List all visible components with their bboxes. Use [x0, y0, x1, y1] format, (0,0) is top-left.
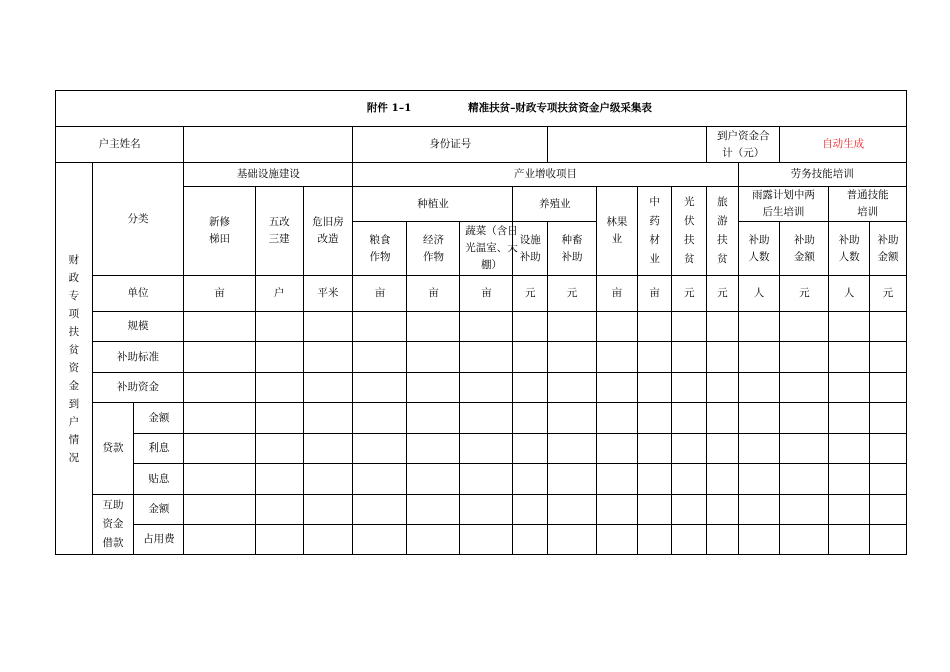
- input-cell[interactable]: [460, 434, 513, 464]
- input-cell[interactable]: [255, 403, 303, 434]
- input-cell[interactable]: [460, 342, 513, 373]
- input-cell[interactable]: [460, 525, 513, 555]
- input-cell[interactable]: [303, 373, 353, 403]
- input-cell[interactable]: [829, 403, 870, 434]
- group-industry: 产业增收项目: [353, 163, 738, 187]
- input-cell[interactable]: [707, 434, 739, 464]
- input-cell[interactable]: [707, 342, 739, 373]
- input-cell[interactable]: [707, 464, 739, 495]
- input-cell[interactable]: [255, 434, 303, 464]
- form-title-text: 精准扶贫–财政专项扶贫资金户级采集表: [468, 102, 652, 114]
- input-cell[interactable]: [460, 495, 513, 525]
- input-cell[interactable]: [672, 373, 707, 403]
- input-cell[interactable]: [672, 403, 707, 434]
- input-cell[interactable]: [303, 464, 353, 495]
- input-cell[interactable]: [184, 403, 255, 434]
- side-label: 财政专项扶贫资金到户情况: [56, 163, 93, 555]
- input-cell[interactable]: [707, 495, 739, 525]
- input-cell[interactable]: [184, 342, 255, 373]
- col-vegetables: 蔬菜（含日光温室、大棚）: [460, 222, 513, 276]
- unit-cell: 元: [707, 276, 739, 312]
- input-cell[interactable]: [407, 403, 460, 434]
- input-cell[interactable]: [407, 525, 460, 555]
- id-number-label: 身份证号: [353, 127, 548, 163]
- input-cell[interactable]: [548, 342, 597, 373]
- unit-cell: 元: [548, 276, 597, 312]
- input-cell[interactable]: [829, 312, 870, 342]
- input-cell[interactable]: [353, 464, 407, 495]
- input-cell[interactable]: [870, 495, 907, 525]
- input-cell[interactable]: [637, 373, 672, 403]
- input-cell[interactable]: [407, 495, 460, 525]
- input-cell[interactable]: [780, 464, 829, 495]
- input-cell[interactable]: [738, 342, 780, 373]
- col-orchard: 林果业: [597, 187, 638, 276]
- input-cell[interactable]: [548, 312, 597, 342]
- input-cell[interactable]: [184, 373, 255, 403]
- row-label-usage-fee: 占用费: [134, 525, 184, 555]
- input-cell[interactable]: [829, 495, 870, 525]
- unit-cell: 人: [829, 276, 870, 312]
- id-number-field[interactable]: [548, 127, 707, 163]
- input-cell[interactable]: [870, 434, 907, 464]
- input-cell[interactable]: [184, 464, 255, 495]
- input-cell[interactable]: [513, 464, 548, 495]
- col-livestock-subsidy: 种畜补助: [548, 222, 597, 276]
- input-cell[interactable]: [829, 434, 870, 464]
- group-labor: 劳务技能培训: [738, 163, 906, 187]
- input-cell[interactable]: [184, 525, 255, 555]
- col-five-three: 五改三建: [255, 187, 303, 276]
- input-cell[interactable]: [738, 495, 780, 525]
- input-cell[interactable]: [597, 342, 638, 373]
- row-group-mutual-fund: 互助资金借款: [92, 495, 134, 555]
- input-cell[interactable]: [353, 373, 407, 403]
- input-cell[interactable]: [184, 312, 255, 342]
- input-cell[interactable]: [738, 312, 780, 342]
- input-cell[interactable]: [637, 464, 672, 495]
- input-cell[interactable]: [513, 312, 548, 342]
- input-cell[interactable]: [829, 373, 870, 403]
- input-cell[interactable]: [829, 525, 870, 555]
- input-cell[interactable]: [780, 525, 829, 555]
- input-cell[interactable]: [255, 495, 303, 525]
- input-cell[interactable]: [780, 312, 829, 342]
- subgroup-general-training: 普通技能培训: [829, 187, 907, 222]
- input-cell[interactable]: [597, 312, 638, 342]
- input-cell[interactable]: [738, 403, 780, 434]
- col-general-amount: 补助金额: [870, 222, 907, 276]
- row-label-scale: 规模: [92, 312, 184, 342]
- input-cell[interactable]: [738, 373, 780, 403]
- householder-name-field[interactable]: [184, 127, 353, 163]
- input-cell[interactable]: [255, 464, 303, 495]
- input-cell[interactable]: [513, 525, 548, 555]
- input-cell[interactable]: [870, 312, 907, 342]
- input-cell[interactable]: [780, 403, 829, 434]
- input-cell[interactable]: [707, 525, 739, 555]
- input-cell[interactable]: [184, 434, 255, 464]
- input-cell[interactable]: [637, 312, 672, 342]
- input-cell[interactable]: [513, 434, 548, 464]
- unit-cell: 平米: [303, 276, 353, 312]
- input-cell[interactable]: [513, 495, 548, 525]
- input-cell[interactable]: [407, 312, 460, 342]
- unit-cell: 亩: [460, 276, 513, 312]
- input-cell[interactable]: [353, 495, 407, 525]
- input-cell[interactable]: [870, 403, 907, 434]
- input-cell[interactable]: [870, 464, 907, 495]
- householder-name-label: 户主姓名: [56, 127, 184, 163]
- unit-cell: 人: [738, 276, 780, 312]
- input-cell[interactable]: [597, 464, 638, 495]
- input-cell[interactable]: [407, 434, 460, 464]
- col-tourism: 旅游扶贫: [707, 187, 739, 276]
- col-grain: 粮食作物: [353, 222, 407, 276]
- input-cell[interactable]: [637, 525, 672, 555]
- input-cell[interactable]: [303, 342, 353, 373]
- input-cell[interactable]: [637, 495, 672, 525]
- input-cell[interactable]: [353, 342, 407, 373]
- input-cell[interactable]: [672, 495, 707, 525]
- unit-cell: 元: [780, 276, 829, 312]
- input-cell[interactable]: [738, 434, 780, 464]
- row-label-interest: 利息: [134, 434, 184, 464]
- total-funds-label: 到户资金合计（元）: [707, 127, 780, 163]
- collection-form-table: [55, 90, 907, 555]
- input-cell[interactable]: [303, 434, 353, 464]
- col-general-people: 补助人数: [829, 222, 870, 276]
- col-solar: 光伏扶贫: [672, 187, 707, 276]
- input-cell[interactable]: [597, 525, 638, 555]
- input-cell[interactable]: [513, 342, 548, 373]
- input-cell[interactable]: [738, 525, 780, 555]
- input-cell[interactable]: [707, 373, 739, 403]
- group-infra: 基础设施建设: [184, 163, 353, 187]
- col-house-renovation: 危旧房改造: [303, 187, 353, 276]
- input-cell[interactable]: [255, 525, 303, 555]
- unit-cell: 元: [513, 276, 548, 312]
- input-cell[interactable]: [460, 403, 513, 434]
- input-cell[interactable]: [672, 434, 707, 464]
- input-cell[interactable]: [672, 342, 707, 373]
- unit-cell: 户: [255, 276, 303, 312]
- row-group-loan: 贷款: [92, 403, 134, 495]
- input-cell[interactable]: [597, 434, 638, 464]
- input-cell[interactable]: [780, 434, 829, 464]
- col-herbal: 中药材业: [637, 187, 672, 276]
- category-label: 分类: [92, 163, 184, 276]
- subgroup-planting: 种植业: [353, 187, 513, 222]
- row-label-loan-amount: 金额: [134, 403, 184, 434]
- input-cell[interactable]: [780, 342, 829, 373]
- input-cell[interactable]: [303, 525, 353, 555]
- input-cell[interactable]: [870, 525, 907, 555]
- col-yulu-amount: 补助金额: [780, 222, 829, 276]
- input-cell[interactable]: [407, 373, 460, 403]
- input-cell[interactable]: [548, 525, 597, 555]
- input-cell[interactable]: [548, 464, 597, 495]
- input-cell[interactable]: [672, 525, 707, 555]
- input-cell[interactable]: [672, 464, 707, 495]
- input-cell[interactable]: [513, 373, 548, 403]
- input-cell[interactable]: [829, 342, 870, 373]
- input-cell[interactable]: [780, 495, 829, 525]
- input-cell[interactable]: [460, 464, 513, 495]
- unit-cell: 亩: [407, 276, 460, 312]
- unit-cell: 元: [672, 276, 707, 312]
- unit-cell: 元: [870, 276, 907, 312]
- col-facility-subsidy: 设施补助: [513, 222, 548, 276]
- subgroup-breeding: 养殖业: [513, 187, 597, 222]
- col-cash-crops: 经济作物: [407, 222, 460, 276]
- input-cell[interactable]: [460, 373, 513, 403]
- input-cell[interactable]: [303, 495, 353, 525]
- input-cell[interactable]: [255, 312, 303, 342]
- input-cell[interactable]: [255, 342, 303, 373]
- input-cell[interactable]: [184, 495, 255, 525]
- input-cell[interactable]: [707, 312, 739, 342]
- input-cell[interactable]: [707, 403, 739, 434]
- row-label-funds: 补助资金: [92, 373, 184, 403]
- input-cell[interactable]: [870, 342, 907, 373]
- input-cell[interactable]: [353, 434, 407, 464]
- input-cell[interactable]: [597, 373, 638, 403]
- input-cell[interactable]: [548, 434, 597, 464]
- input-cell[interactable]: [303, 312, 353, 342]
- input-cell[interactable]: [460, 312, 513, 342]
- row-label-unit: 单位: [92, 276, 184, 312]
- input-cell[interactable]: [548, 373, 597, 403]
- input-cell[interactable]: [780, 373, 829, 403]
- row-label-standard: 补助标准: [92, 342, 184, 373]
- input-cell[interactable]: [303, 403, 353, 434]
- input-cell[interactable]: [637, 434, 672, 464]
- row-label-mutual-amount: 金额: [134, 495, 184, 525]
- input-cell[interactable]: [637, 342, 672, 373]
- attachment-number: 附件 1–1: [366, 102, 412, 114]
- input-cell[interactable]: [407, 464, 460, 495]
- input-cell[interactable]: [637, 403, 672, 434]
- input-cell[interactable]: [353, 525, 407, 555]
- col-yulu-people: 补助人数: [738, 222, 780, 276]
- input-cell[interactable]: [513, 403, 548, 434]
- form-title: [56, 91, 907, 127]
- input-cell[interactable]: [255, 373, 303, 403]
- auto-generate-cell: 自动生成: [780, 127, 907, 163]
- unit-cell: 亩: [184, 276, 255, 312]
- input-cell[interactable]: [870, 373, 907, 403]
- input-cell[interactable]: [353, 403, 407, 434]
- unit-cell: 亩: [637, 276, 672, 312]
- input-cell[interactable]: [672, 312, 707, 342]
- unit-cell: 亩: [597, 276, 638, 312]
- unit-cell: 亩: [353, 276, 407, 312]
- input-cell[interactable]: [738, 464, 780, 495]
- input-cell[interactable]: [597, 495, 638, 525]
- input-cell[interactable]: [407, 342, 460, 373]
- row-label-interest-subsidy: 贴息: [134, 464, 184, 495]
- subgroup-yulu: 雨露计划中两后生培训: [738, 187, 829, 222]
- input-cell[interactable]: [597, 403, 638, 434]
- input-cell[interactable]: [353, 312, 407, 342]
- input-cell[interactable]: [829, 464, 870, 495]
- input-cell[interactable]: [548, 403, 597, 434]
- col-terrace: 新修梯田: [184, 187, 255, 276]
- input-cell[interactable]: [548, 495, 597, 525]
